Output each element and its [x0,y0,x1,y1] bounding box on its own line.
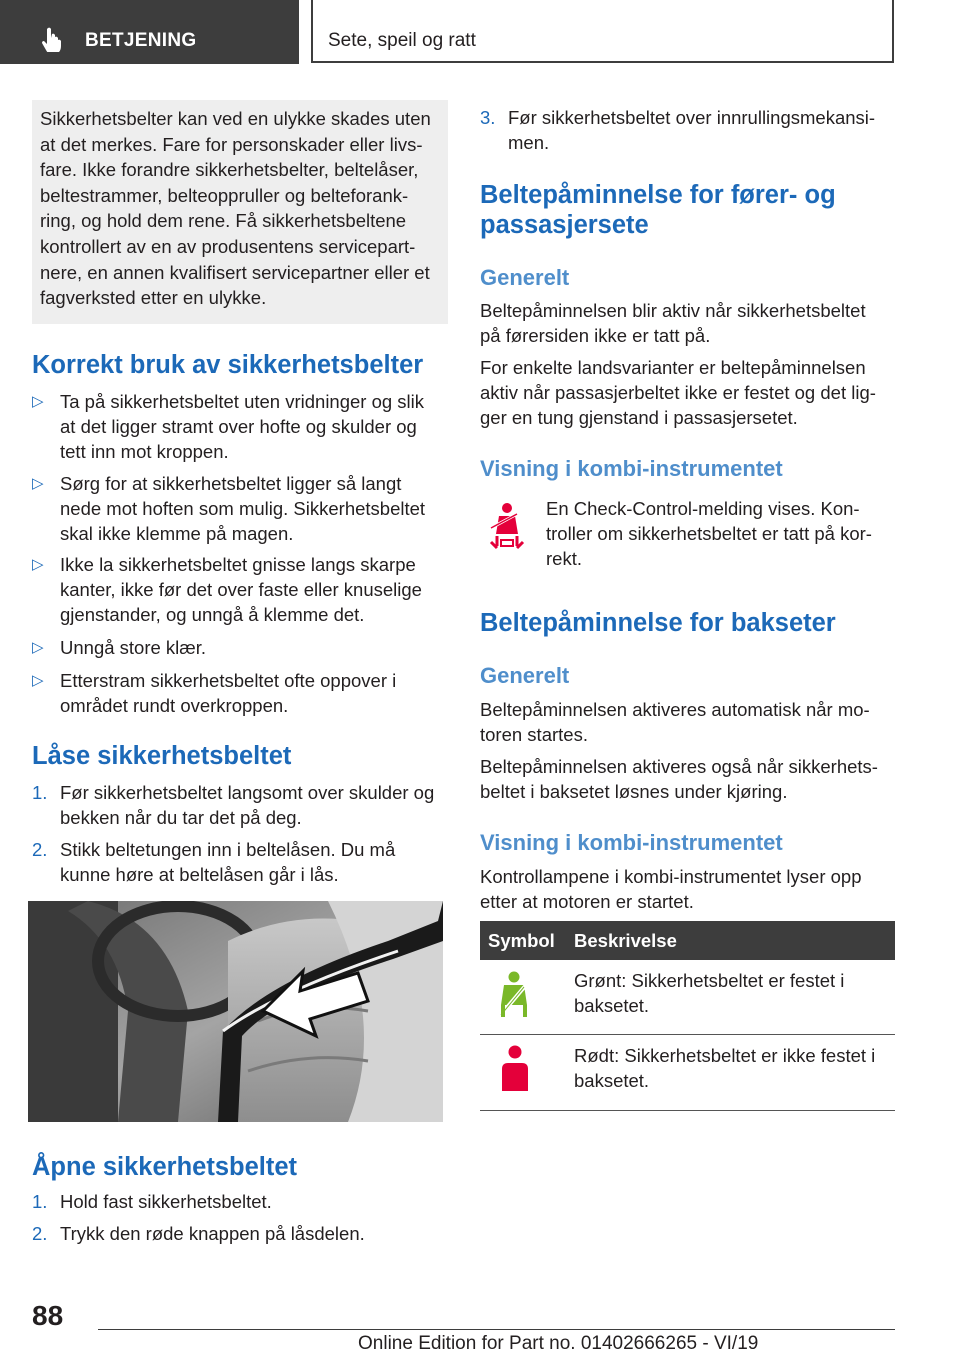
list-item [32,635,452,660]
paragraph [546,496,896,571]
row-description-line: baksetet. [574,1070,650,1091]
column-header-symbol: Symbol [488,930,555,951]
table-row [480,1035,895,1111]
list-item-line: men. [508,132,550,153]
paragraph-line: toren startes. [480,724,588,745]
paragraph-line: Beltepåminnelsen blir aktiv når sikkerhetsbeltet [480,300,866,321]
heading-line: passasjersete [480,211,649,239]
header-section-title: BETJENING [85,30,197,51]
column-header-description: Beskrivelse [574,930,677,951]
list-item [32,1189,452,1214]
warning-line: at det merkes. Fare for personskader eller livs- [40,133,423,155]
row-description-line: Rødt: Sikkerhetsbeltet er ikke festet i [574,1045,876,1066]
list-item-line: Før sikkerhetsbeltet langsomt over skulder og [60,782,435,803]
page-number: 88 [32,1300,64,1331]
seatbelt-photo [28,901,443,1122]
warning-line: fagverksted etter en ulykke. [40,287,267,309]
table-row [480,960,895,1035]
paragraph [480,864,900,914]
subheading-general: Generelt [480,663,570,688]
paragraph [480,754,900,804]
list-item-line: Hold fast sikkerhetsbeltet. [60,1191,272,1212]
list-item-line: Etterstram sikkerhetsbeltet ofte oppover i [60,670,397,691]
row-description-line: Grønt: Sikkerhetsbeltet er festet i [574,970,845,991]
list-item-line: Sørg for at sikkerhetsbeltet ligger så langt [60,473,402,494]
list-item-line: Ta på sikkerhetsbeltet uten vridninger og slik [60,391,425,412]
step-number: 1. [32,782,48,803]
list-item [32,837,452,887]
list-item [32,389,452,464]
paragraph-line: En Check-Control-melding vises. Kon- [546,498,860,519]
bullet-triangle-icon: ▷ [32,556,44,573]
paragraph-line: Kontrollampene i kombi-instrumentet lyser opp [480,866,862,887]
list-item-line: Trykk den røde knappen på låsdelen. [60,1223,365,1244]
list-item-line: nede mot hoften som mulig. Sikkerhetsbeltet [60,498,426,519]
step-number: 3. [480,107,496,128]
header-chapter-tab [311,0,894,63]
heading-rear-reminder: Beltepåminnelse for bakseter [480,609,836,637]
paragraph-line: på førersiden ikke er tatt på. [480,325,711,346]
paragraph-line: Beltepåminnelsen aktiveres automatisk når mo- [480,699,870,720]
paragraph-line: rekt. [546,548,582,569]
list-item-line: Ikke la sikkerhetsbeltet gnisse langs skarpe [60,554,416,575]
row-description-line: baksetet. [574,995,650,1016]
list-item [32,780,452,830]
list-item-line: gjenstander, og unngå å klemme det. [60,604,365,625]
step-number: 2. [32,1223,48,1244]
list-item-line: Stikk beltetungen inn i beltelåsen. Du må [60,839,396,860]
seat-illustration [28,901,443,1122]
paragraph [480,298,900,348]
heading-line: Beltepåminnelse for fører- og [480,181,836,209]
paragraph [480,697,900,747]
seatbelt-warning-icon [487,502,527,554]
heading-front-reminder [480,180,836,240]
paragraph-line: etter at motoren er startet. [480,891,694,912]
footer-edition: Online Edition for Part no. 01402666265 - VI/19 [358,1333,759,1354]
warning-line: nere, en annen kvalifisert servicepartner eller et [40,261,430,283]
list-item-line: Unngå store klær. [60,637,207,658]
list-item-line: kanter, ikke før det over faste eller knuselige [60,579,422,600]
paragraph-line: troller om sikkerhetsbeltet er tatt på kor- [546,523,872,544]
step-number: 1. [32,1191,48,1212]
warning-line: Sikkerhetsbelter kan ved en ulykke skades uten [40,108,431,129]
list-item [480,105,900,155]
heading-correct-use: Korrekt bruk av sikkerhetsbelter [32,351,424,379]
subheading-display: Visning i kombi-instrumentet [480,830,783,855]
warning-line: ring, og hold dem rene. Få sikkerhetsbeltene [40,210,407,232]
header-chapter-title: Sete, speil og ratt [328,30,476,51]
paragraph-line: aktiv når passasjerbeltet ikke er festet og det lig- [480,382,876,403]
subheading-general: Generelt [480,265,570,290]
paragraph [480,355,900,430]
warning-line: beltestrammer, belteoppruller og belteforank- [40,184,409,206]
heading-open-belt: Åpne sikkerhetsbeltet [32,1153,298,1181]
bullet-triangle-icon: ▷ [32,639,44,656]
warning-line: kontrollert av en av produsentens servicepart- [40,235,416,257]
list-item [32,668,452,718]
row-description [574,1043,894,1093]
list-item-line: kunne høre at beltelåsen går i lås. [60,864,339,885]
warning-box [32,100,448,324]
hand-pointer-icon [40,26,66,52]
step-number: 2. [32,839,48,860]
bullet-triangle-icon: ▷ [32,393,44,410]
list-item-line: skal ikke klemme på magen. [60,523,294,544]
symbol-table-header [480,921,895,960]
green-seatbelt-icon [496,971,532,1023]
list-item [32,552,452,627]
bullet-triangle-icon: ▷ [32,672,44,689]
list-item-line: at det ligger stramt over hofte og skulder og [60,416,417,437]
paragraph-line: ger en tung gjenstand i passasjersetet. [480,407,798,428]
bullet-triangle-icon: ▷ [32,475,44,492]
paragraph-line: Beltepåminnelsen aktiveres også når sikkerhets- [480,756,878,777]
list-item-line: tett inn mot kroppen. [60,441,229,462]
paragraph-line: beltet i baksetet løsnes under kjøring. [480,781,788,802]
list-item [32,471,452,546]
red-person-icon [497,1045,533,1097]
footer-divider [98,1329,895,1330]
subheading-display: Visning i kombi-instrumentet [480,456,783,481]
list-item-line: området rundt overkroppen. [60,695,289,716]
row-description [574,968,894,1018]
list-item-line: Før sikkerhetsbeltet over innrullingsmekansi- [508,107,876,128]
paragraph-line: For enkelte landsvarianter er beltepåminnelsen [480,357,866,378]
list-item-line: bekken når du tar det på deg. [60,807,302,828]
header-section-tab [0,0,299,64]
list-item [32,1221,452,1246]
heading-lock-belt: Låse sikkerhetsbeltet [32,742,292,770]
warning-line: fare. Ikke forandre sikkerhetsbelter, beltelåser, [40,159,419,181]
